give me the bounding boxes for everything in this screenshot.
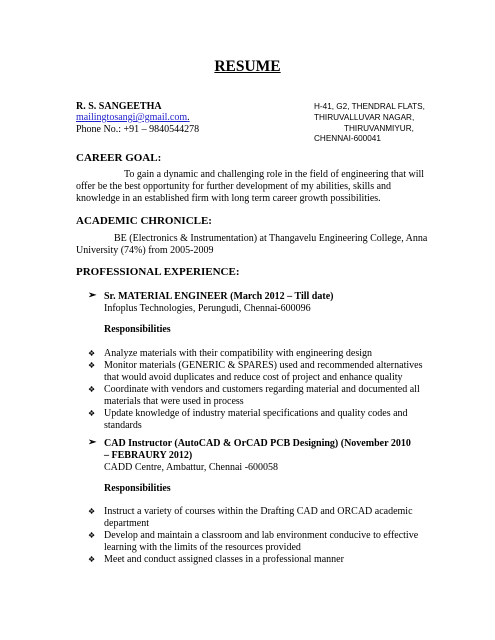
resume-title: RESUME [214, 58, 281, 75]
job-company: Infoplus Technologies, Perungudi, Chennai-600096 [104, 303, 311, 314]
list-item-continued: learning with the limits of the resources provided [104, 542, 301, 553]
job-title: CAD Instructor (AutoCAD & OrCAD PCB Designing) (November 2010 [104, 438, 411, 449]
career-goal-line: offer be the best opportunity for further development of my abilities, skills and [76, 181, 392, 192]
list-item-continued: department [104, 518, 149, 529]
list-item-continued: that would avoid duplicates and reduce cost of project and enhance quality [104, 372, 403, 383]
list-item-continued: materials that were used in process [104, 396, 244, 407]
address-line-1: H-41, G2, THENDRAL FLATS, [314, 102, 425, 111]
diamond-bullet-icon: ❖ [88, 361, 96, 370]
address-line-2: THIRUVALLUVAR NAGAR, [314, 113, 415, 122]
list-item: Instruct a variety of courses within the Drafting CAD and ORCAD academic [104, 506, 413, 517]
career-goal-line: To gain a dynamic and challenging role in the field of engineering that will [124, 169, 425, 180]
career-goal-line: knowledge in an established firm with long term career growth possibilities. [76, 193, 381, 204]
job-title: Sr. MATERIAL ENGINEER (March 2012 – Till date) [104, 291, 334, 302]
list-item: Monitor materials (GENERIC & SPARES) used and recommended alternatives [104, 360, 423, 371]
diamond-bullet-icon: ❖ [88, 555, 96, 564]
experience-heading: PROFESSIONAL EXPERIENCE: [76, 266, 240, 278]
academic-line: University (74%) from 2005-2009 [76, 245, 214, 256]
responsibilities-heading: Responsibilities [104, 324, 171, 335]
arrow-bullet-icon: ➢ [88, 290, 97, 301]
diamond-bullet-icon: ❖ [88, 531, 96, 540]
list-item: Coordinate with vendors and customers regarding material and documented all [104, 384, 420, 395]
list-item-continued: standards [104, 420, 142, 431]
address-line-4: CHENNAI-600041 [314, 134, 381, 143]
email-link[interactable] [76, 112, 190, 123]
phone-number: Phone No.: +91 – 9840544278 [76, 124, 200, 135]
candidate-name: R. S. SANGEETHA [76, 101, 162, 112]
list-item: Meet and conduct assigned classes in a professional manner [104, 554, 344, 565]
arrow-bullet-icon: ➢ [88, 437, 97, 448]
career-goal-heading: CAREER GOAL: [76, 152, 162, 164]
diamond-bullet-icon: ❖ [88, 409, 96, 418]
list-item: Update knowledge of industry material specifications and quality codes and [104, 408, 408, 419]
diamond-bullet-icon: ❖ [88, 385, 96, 394]
job-company: CADD Centre, Ambattur, Chennai -600058 [104, 462, 279, 473]
diamond-bullet-icon: ❖ [88, 507, 96, 516]
address-line-3: THIRUVANMIYUR, [344, 124, 414, 133]
academic-line: BE (Electronics & Instrumentation) at Thangavelu Engineering College, Anna [114, 233, 428, 244]
diamond-bullet-icon: ❖ [88, 349, 96, 358]
academic-heading: ACADEMIC CHRONICLE: [76, 215, 212, 227]
list-item: Analyze materials with their compatibility with engineering design [104, 348, 372, 359]
responsibilities-heading: Responsibilities [104, 483, 171, 494]
job-title-continued: – FEBRAURY 2012) [104, 450, 193, 461]
email-suffix: . [187, 112, 190, 123]
list-item: Develop and maintain a classroom and lab environment conducive to effective [104, 530, 419, 541]
email-address[interactable]: mailingtosangi@gmail.com [76, 112, 188, 123]
